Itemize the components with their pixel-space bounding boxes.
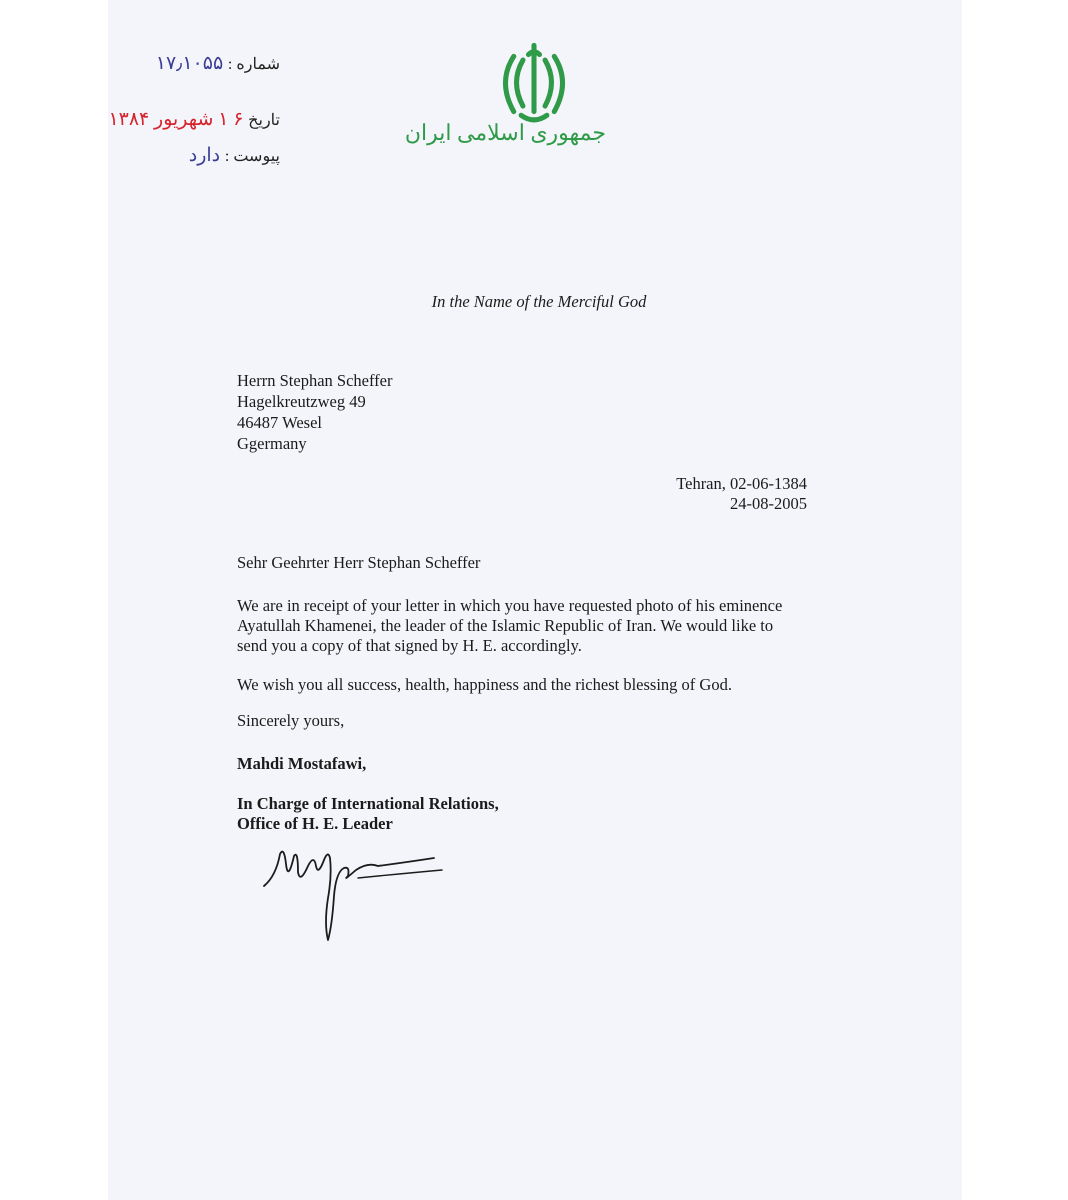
letter-dates [676, 474, 807, 514]
body-line: send you a copy of that signed by H. E. accordingly. [237, 636, 582, 655]
signer-title [237, 794, 837, 834]
body-paragraph [237, 596, 917, 656]
body-line: We are in receipt of your letter in which you have requested photo of his eminence [237, 596, 783, 615]
recipient-address [237, 370, 392, 454]
letterhead-wordmark: جمهوری اسلامی ایران [404, 120, 606, 145]
invocation: In the Name of the Merciful God [431, 292, 647, 311]
registry-attachment-label: پیوست : [224, 148, 280, 165]
wishes-paragraph: We wish you all success, health, happiness and the richest blessing of God. [237, 675, 732, 694]
recipient-country: Ggermany [237, 434, 307, 453]
date-gregorian: 24-08-2005 [730, 494, 807, 513]
recipient-city: 46487 Wesel [237, 413, 322, 432]
signature-icon [258, 836, 448, 948]
recipient-street: Hagelkreutzweg 49 [237, 392, 366, 411]
signer-title-line: In Charge of International Relations, [237, 794, 499, 813]
registry-attachment-value: دارد [188, 145, 221, 166]
closing: Sincerely yours, [237, 711, 345, 730]
letter-page [108, 0, 962, 1200]
registry-number [156, 52, 280, 75]
registry-attachment [189, 144, 280, 167]
registry-date-label: تاریخ [248, 112, 280, 129]
date-persian: Tehran, 02-06-1384 [676, 474, 807, 493]
registry-number-value: ۱۷٫۱۰۵۵ [155, 53, 224, 74]
body-line: Ayatullah Khamenei, the leader of the Islamic Republic of Iran. We would like to [237, 616, 774, 635]
iran-emblem-icon [488, 38, 580, 130]
registry-date-value: ۶ ۱ شهریور ۱۳۸۴ [108, 109, 244, 130]
salutation: Sehr Geehrter Herr Stephan Scheffer [237, 553, 481, 572]
recipient-name: Herrn Stephan Scheffer [237, 371, 393, 390]
registry-number-label: شماره : [227, 56, 280, 73]
signer-name: Mahdi Mostafawi, [237, 754, 367, 773]
signer-title-line: Office of H. E. Leader [237, 814, 393, 833]
registry-date [108, 108, 280, 131]
